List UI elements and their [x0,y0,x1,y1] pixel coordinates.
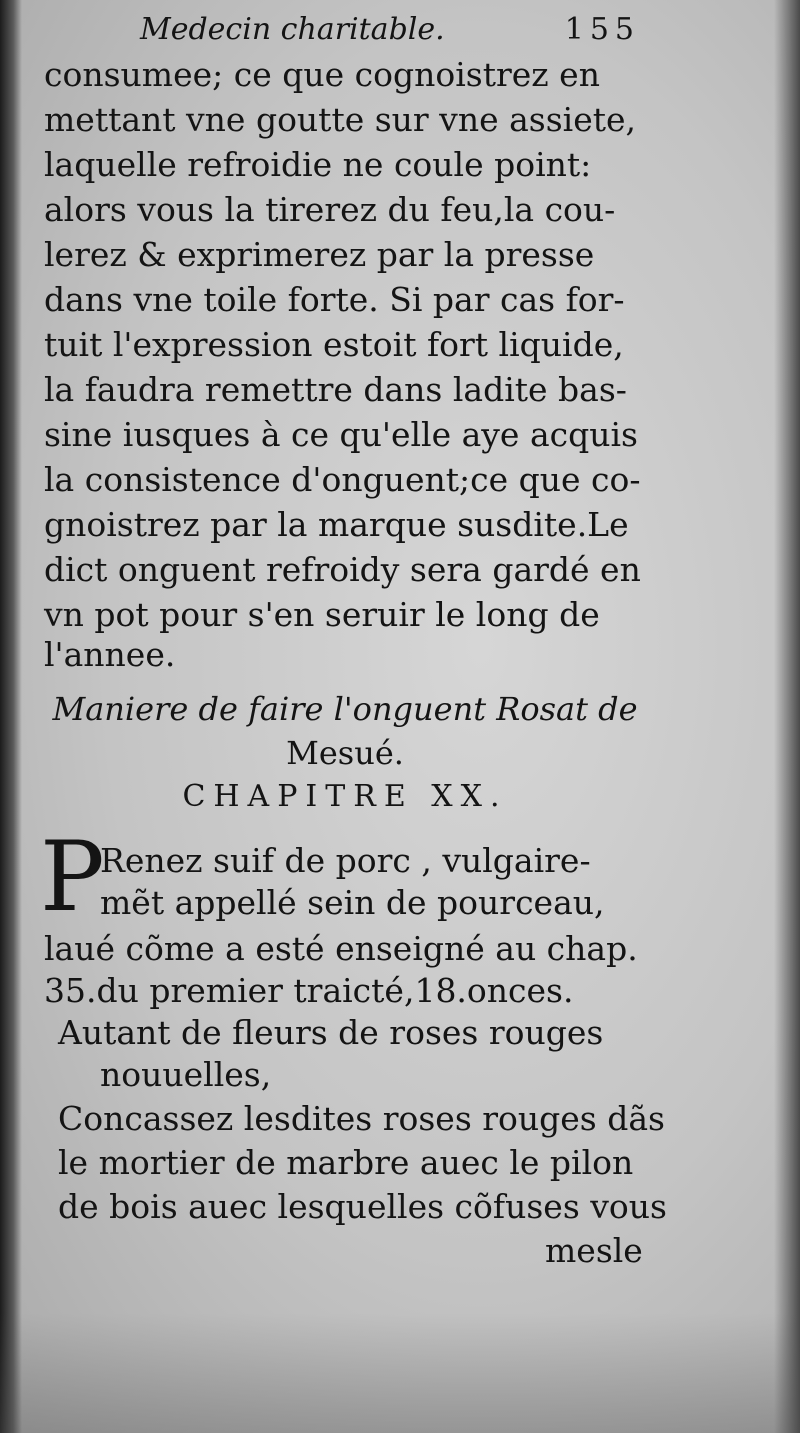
text-line: gnoistrez par la marque susdite.Le [44,505,629,544]
text-line: 35.du premier traicté,18.onces. [44,971,574,1010]
text-line: laquelle refroidie ne coule point: [44,145,592,184]
text-line: le mortier de marbre auec le pilon [58,1143,634,1182]
text-line: dans vne toile forte. Si par cas for- [44,280,625,319]
text-line: nouuelles, [100,1055,272,1094]
text-line: Renez suif de porc , vulgaire- [100,841,591,880]
page-left-edge-shadow [0,0,22,1433]
running-title: Medecin charitable. [140,12,445,47]
text-line: tuit l'expression estoit fort liquide, [44,325,624,364]
text-line: la consistence d'onguent;ce que co- [44,460,641,499]
running-head [140,10,640,50]
text-line: de bois auec lesquelles cõfuses vous [58,1187,667,1226]
text-line: mettant vne goutte sur vne assiete, [44,100,637,139]
text-line: dict onguent refroidy sera gardé en [44,550,641,589]
section-title-line1: Maniere de faire l'onguent Rosat de [52,690,638,728]
text-line: consumee; ce que cognoistrez en [44,55,600,94]
text-line: lerez & exprimerez par la presse [44,235,595,274]
text-line: la faudra remettre dans ladite bas- [44,370,627,409]
chapter-label: CHAPITRE XX. [182,779,508,814]
text-line: laué cõme a esté enseigné au chap. [44,929,638,968]
section-title-line2: Mesué. [286,734,404,772]
page-bottom-shadow [0,1313,800,1433]
page-right-edge-shadow [774,0,800,1433]
text-line: Concassez lesdites roses rouges dãs [58,1099,665,1138]
text-line: mẽt appellé sein de pourceau, [100,883,605,922]
text-line: vn pot pour s'en seruir le long de [44,595,600,634]
text-line: alors vous la tirerez du feu,la cou- [44,190,616,229]
text-line: Autant de fleurs de roses rouges [58,1013,604,1052]
drop-cap-initial: P [40,821,105,933]
text-line: l'annee. [44,635,176,674]
page-number: 155 [564,12,640,47]
catchword: mesle [545,1231,643,1270]
text-line: sine iusques à ce qu'elle aye acquis [44,415,638,454]
